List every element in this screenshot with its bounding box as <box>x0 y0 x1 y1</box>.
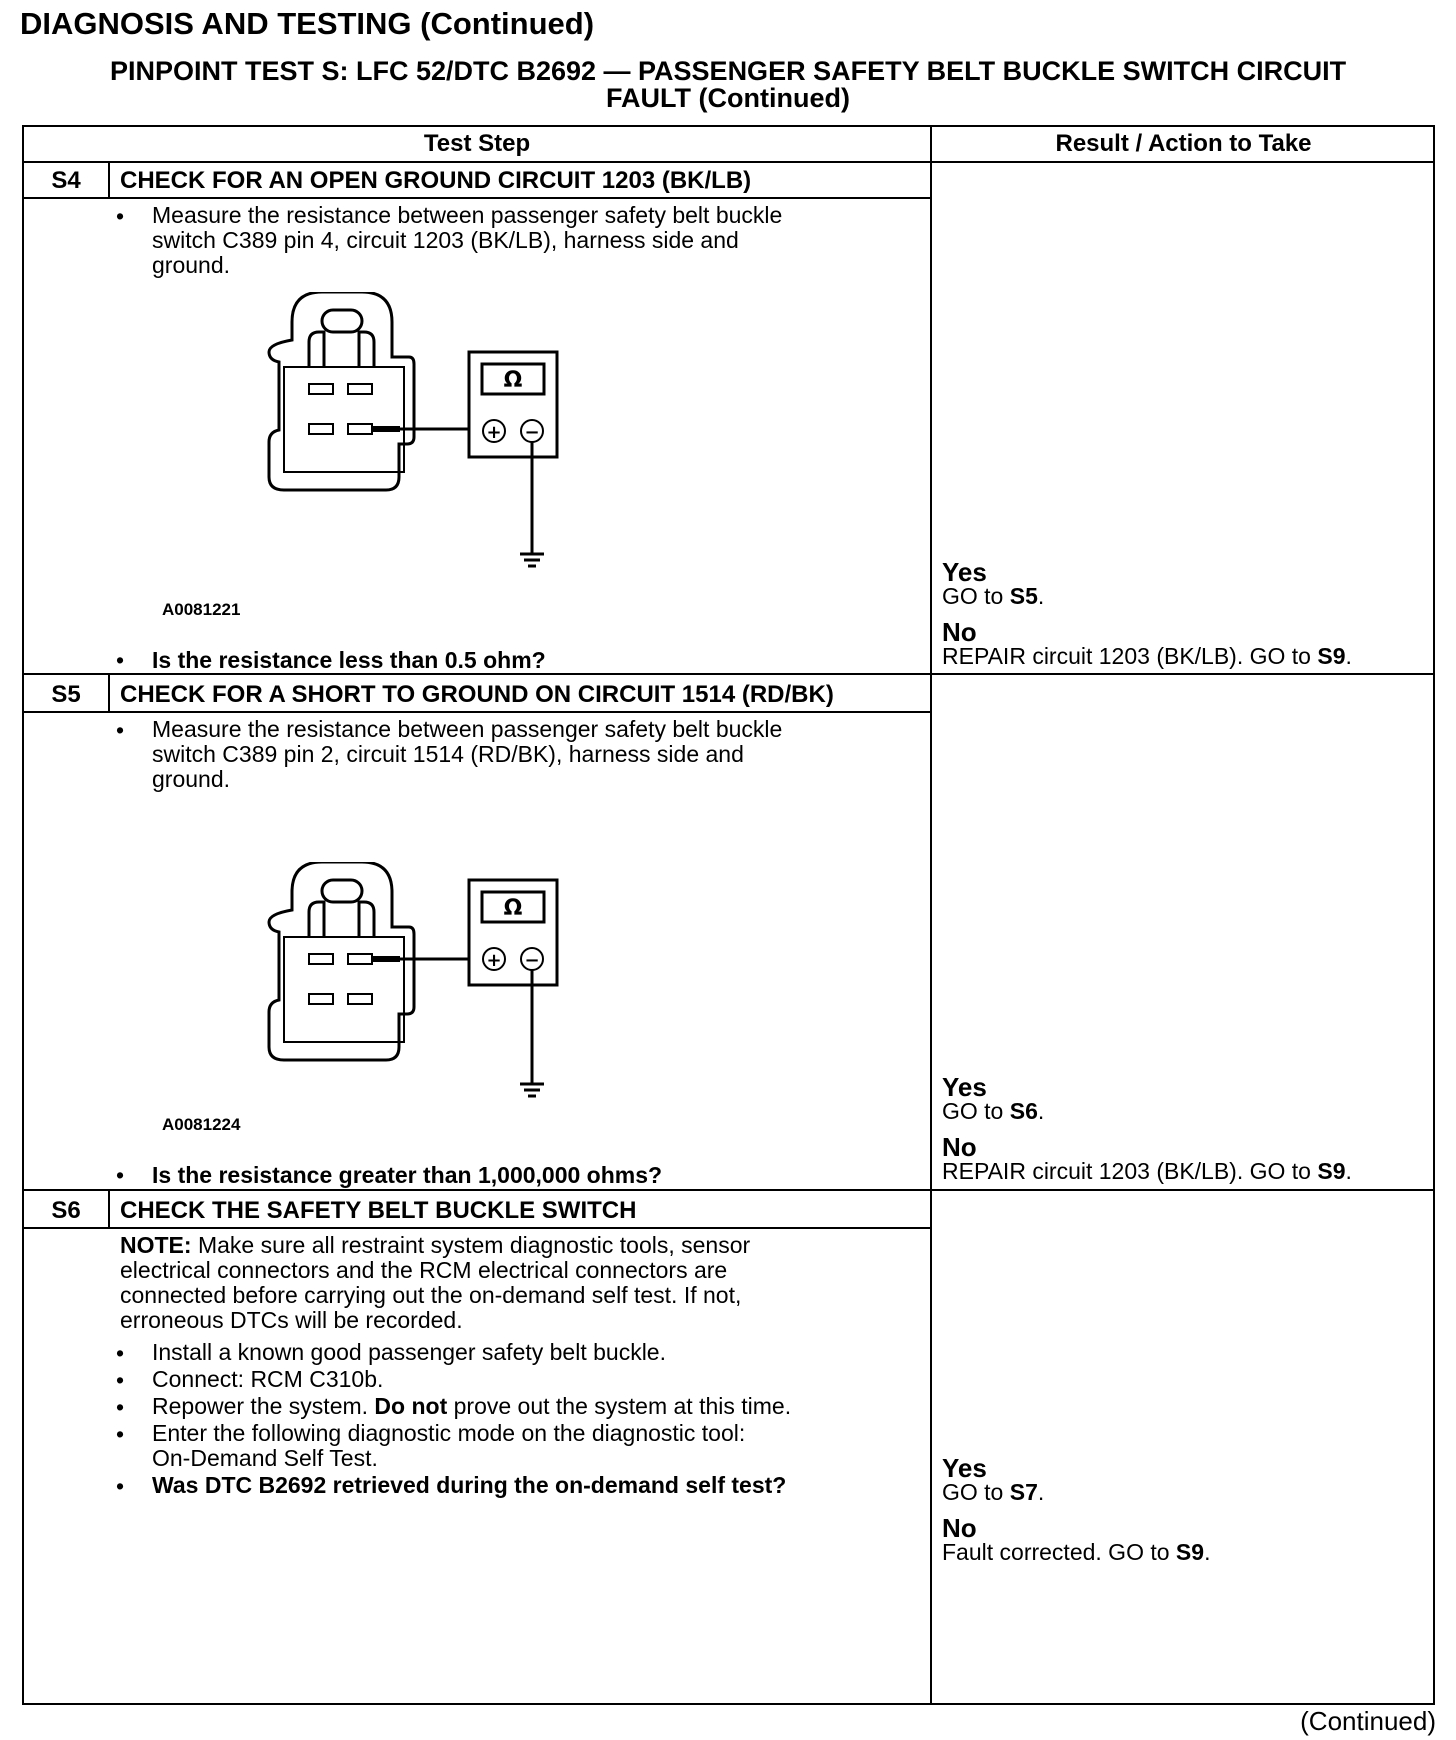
minus-sign: − <box>524 950 540 971</box>
s6-step-connect: Connect: RCM C310b. <box>152 1366 384 1392</box>
probe-tip <box>372 426 400 432</box>
probe-tip <box>372 956 400 962</box>
goto-step-link[interactable]: S9 <box>1317 1158 1346 1184</box>
s4-instruction-line: ground. <box>152 252 231 278</box>
step-emphasis: Do not <box>374 1393 448 1419</box>
step-id-s4: S4 <box>51 167 81 194</box>
s4-yes-label: Yes <box>942 557 987 587</box>
s5-question: Is the resistance greater than 1,000,000 ohms? <box>152 1162 663 1188</box>
bullet-marker: • <box>116 1394 125 1420</box>
s4-instruction <box>152 203 782 278</box>
step-separator <box>108 675 110 711</box>
connector-latch <box>322 310 362 332</box>
goto-step-link[interactable]: S7 <box>1009 1479 1038 1505</box>
plus-sign: + <box>486 950 502 971</box>
step-text: prove out the system at this time. <box>447 1393 792 1419</box>
bullet-marker: • <box>116 647 125 673</box>
goto-step-link[interactable]: S6 <box>1009 1098 1038 1124</box>
subtitle-line-1: PINPOINT TEST S: LFC 52/DTC B2692 — PASSENGER SAFETY BELT BUCKLE SWITCH CIRCUIT <box>109 56 1347 86</box>
step-title-s6: CHECK THE SAFETY BELT BUCKLE SWITCH <box>120 1197 637 1224</box>
note-line: connected before carrying out the on-demand self test. If not, <box>120 1282 742 1308</box>
s4-question: Is the resistance less than 0.5 ohm? <box>152 647 546 673</box>
action-text: GO to <box>942 1098 1010 1124</box>
note-line: erroneous DTCs will be recorded. <box>120 1307 463 1333</box>
action-text: GO to <box>942 583 1010 609</box>
action-text: Fault corrected. GO to <box>942 1539 1176 1565</box>
figure-id-s4: A0081221 <box>162 600 241 619</box>
pinpoint-test-title <box>0 58 1456 112</box>
connector-inner <box>309 332 374 367</box>
s6-question: Was DTC B2692 retrieved during the on-demand self test? <box>152 1472 787 1498</box>
goto-step-link[interactable]: S5 <box>1009 583 1038 609</box>
pin-4 <box>348 994 372 1004</box>
row-divider <box>24 197 930 199</box>
note-label: NOTE: <box>120 1232 192 1258</box>
pin-1 <box>309 384 333 394</box>
step-line: On-Demand Self Test. <box>152 1445 378 1471</box>
page-title: DIAGNOSIS AND TESTING (Continued) <box>20 6 595 41</box>
action-text: GO to <box>942 1479 1010 1505</box>
connector-inner <box>309 902 374 937</box>
s4-no-action: REPAIR circuit 1203 (BK/LB). GO to S9. <box>942 643 1352 669</box>
connector-cavity <box>284 937 404 1042</box>
bullet-marker: • <box>116 203 125 229</box>
s5-instruction-line: Measure the resistance between passenger safety belt buckle <box>152 716 783 742</box>
column-divider <box>930 161 932 1703</box>
step-id-s6: S6 <box>51 1197 81 1224</box>
goto-step-link[interactable]: S9 <box>1175 1539 1205 1565</box>
plus-sign: + <box>486 422 502 443</box>
bullet-marker: • <box>116 1473 125 1499</box>
minus-sign: − <box>524 422 540 443</box>
s6-step-repower <box>152 1394 791 1419</box>
s6-no-label: No <box>942 1513 977 1543</box>
pin-3 <box>309 994 333 1004</box>
continued-footer: (Continued) <box>1300 1706 1436 1736</box>
column-header-result: Result / Action to Take <box>932 127 1435 163</box>
s5-connector-ohmmeter-diagram <box>264 862 594 1127</box>
pin-2 <box>348 384 372 394</box>
action-text: REPAIR circuit 1203 (BK/LB). GO to <box>942 1158 1318 1184</box>
ohm-symbol: Ω <box>503 368 523 393</box>
figure-id-s5: A0081224 <box>162 1115 241 1134</box>
s6-no-action: Fault corrected. GO to S9. <box>942 1539 1211 1565</box>
pin-3 <box>309 424 333 434</box>
s6-step-diagnostic-mode <box>152 1421 745 1471</box>
s4-no-label: No <box>942 617 977 647</box>
step-title-s5: CHECK FOR A SHORT TO GROUND ON CIRCUIT 1514 (RD/BK) <box>120 681 834 708</box>
bullet-marker: • <box>116 1162 125 1188</box>
s4-connector-ohmmeter-diagram <box>264 292 594 592</box>
s4-instruction-line: Measure the resistance between passenger safety belt buckle <box>152 202 783 228</box>
step-id-s5: S5 <box>51 681 81 708</box>
pin-4 <box>348 424 372 434</box>
s5-yes-action: GO to S6. <box>942 1098 1045 1124</box>
s5-instruction <box>152 717 782 792</box>
action-text: REPAIR circuit 1203 (BK/LB). GO to <box>942 643 1318 669</box>
subtitle-line-2: FAULT (Continued) <box>606 83 850 113</box>
column-header-test-step: Test Step <box>24 127 932 163</box>
note-text: Make sure all restraint system diagnostic tools, sensor <box>191 1232 751 1258</box>
bullet-marker: • <box>116 1367 125 1393</box>
s6-yes-label: Yes <box>942 1453 987 1483</box>
step-line: Enter the following diagnostic mode on the diagnostic tool: <box>152 1420 746 1446</box>
bullet-marker: • <box>116 1421 125 1447</box>
row-divider <box>24 1227 930 1229</box>
step-text: Repower the system. <box>152 1393 375 1419</box>
row-divider <box>24 673 1435 675</box>
s5-yes-label: Yes <box>942 1072 987 1102</box>
connector-housing <box>269 292 414 490</box>
s5-instruction-line: ground. <box>152 766 231 792</box>
s5-instruction-line: switch C389 pin 2, circuit 1514 (RD/BK), harness side and <box>152 741 744 767</box>
pin-2 <box>348 954 372 964</box>
s5-no-label: No <box>942 1132 977 1162</box>
s5-no-action: REPAIR circuit 1203 (BK/LB). GO to S9. <box>942 1158 1352 1184</box>
step-title-s4: CHECK FOR AN OPEN GROUND CIRCUIT 1203 (BK/LB) <box>120 167 752 194</box>
pin-1 <box>309 954 333 964</box>
s6-yes-action: GO to S7. <box>942 1479 1045 1505</box>
connector-cavity <box>284 367 404 472</box>
bullet-marker: • <box>116 717 125 743</box>
ohm-symbol: Ω <box>503 896 523 921</box>
note-line: electrical connectors and the RCM electrical connectors are <box>120 1257 728 1283</box>
bullet-marker: • <box>116 1340 125 1366</box>
pinpoint-test-table <box>22 125 1435 1705</box>
s6-note <box>120 1233 750 1333</box>
s4-instruction-line: switch C389 pin 4, circuit 1203 (BK/LB), harness side and <box>152 227 739 253</box>
note-line <box>120 1233 750 1258</box>
goto-step-link[interactable]: S9 <box>1317 643 1346 669</box>
connector-latch <box>322 880 362 902</box>
s4-yes-action: GO to S5. <box>942 583 1045 609</box>
row-divider <box>24 711 930 713</box>
step-separator <box>108 1191 110 1227</box>
s6-step-install: Install a known good passenger safety belt buckle. <box>152 1339 666 1365</box>
step-separator <box>108 161 110 197</box>
row-divider <box>24 1189 1435 1191</box>
